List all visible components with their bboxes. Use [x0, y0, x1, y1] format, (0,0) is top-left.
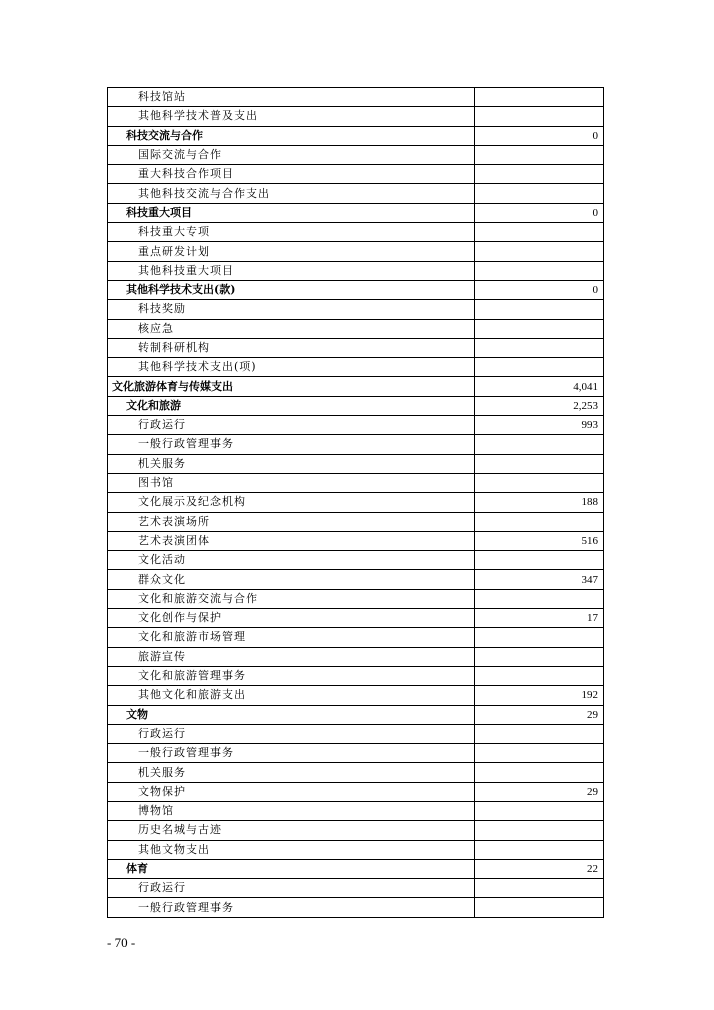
table-row: [108, 628, 604, 647]
table-row: [108, 184, 604, 203]
table-row: [108, 589, 604, 608]
item-name-cell: 文化旅游体育与传媒支出: [108, 377, 475, 396]
item-name-cell: 艺术表演场所: [108, 512, 475, 531]
table-row: [108, 724, 604, 743]
item-name-cell: 科技奖励: [108, 300, 475, 319]
table-row: [108, 512, 604, 531]
table-row: [108, 261, 604, 280]
item-name-cell: 科技重大项目: [108, 203, 475, 222]
table-row: [108, 280, 604, 299]
table-row: [108, 666, 604, 685]
amount-cell: [475, 338, 604, 357]
table-row: [108, 531, 604, 550]
table-row: [108, 801, 604, 820]
item-name-cell: 重点研发计划: [108, 242, 475, 261]
amount-cell: 188: [475, 493, 604, 512]
item-name-cell: 文化创作与保护: [108, 609, 475, 628]
amount-cell: [475, 145, 604, 164]
table-row: [108, 242, 604, 261]
table-row: [108, 435, 604, 454]
item-name-cell: 其他文物支出: [108, 840, 475, 859]
table-row: [108, 570, 604, 589]
table-row: [108, 493, 604, 512]
amount-cell: 29: [475, 705, 604, 724]
table-row: [108, 744, 604, 763]
table-row: [108, 473, 604, 492]
item-name-cell: 国际交流与合作: [108, 145, 475, 164]
amount-cell: [475, 184, 604, 203]
item-name-cell: 科技重大专项: [108, 223, 475, 242]
table-row: [108, 763, 604, 782]
item-name-cell: 文化和旅游管理事务: [108, 666, 475, 685]
amount-cell: [475, 473, 604, 492]
amount-cell: [475, 435, 604, 454]
amount-cell: [475, 300, 604, 319]
item-name-cell: 行政运行: [108, 416, 475, 435]
table-row: [108, 879, 604, 898]
amount-cell: [475, 358, 604, 377]
page-number: - 70 -: [107, 935, 136, 950]
table-row: [108, 416, 604, 435]
amount-cell: [475, 666, 604, 685]
item-name-cell: 重大科技合作项目: [108, 165, 475, 184]
table-row: [108, 377, 604, 396]
amount-cell: [475, 242, 604, 261]
table-row: [108, 686, 604, 705]
item-name-cell: 其他科技交流与合作支出: [108, 184, 475, 203]
item-name-cell: 旅游宣传: [108, 647, 475, 666]
amount-cell: 17: [475, 609, 604, 628]
budget-table: [107, 87, 604, 918]
item-name-cell: 科技交流与合作: [108, 126, 475, 145]
table-row: [108, 551, 604, 570]
item-name-cell: 文化展示及纪念机构: [108, 493, 475, 512]
item-name-cell: 机关服务: [108, 454, 475, 473]
table-row: [108, 840, 604, 859]
amount-cell: 0: [475, 126, 604, 145]
amount-cell: [475, 88, 604, 107]
amount-cell: [475, 551, 604, 570]
amount-cell: 4,041: [475, 377, 604, 396]
amount-cell: [475, 763, 604, 782]
amount-cell: [475, 454, 604, 473]
table-row: [108, 126, 604, 145]
item-name-cell: 其他科学技术支出(项): [108, 358, 475, 377]
table-row: [108, 165, 604, 184]
amount-cell: [475, 261, 604, 280]
amount-cell: [475, 898, 604, 917]
table-row: [108, 609, 604, 628]
item-name-cell: 历史名城与古迹: [108, 821, 475, 840]
item-name-cell: 文物保护: [108, 782, 475, 801]
item-name-cell: 其他科学技术普及支出: [108, 107, 475, 126]
amount-cell: 0: [475, 203, 604, 222]
item-name-cell: 一般行政管理事务: [108, 435, 475, 454]
item-name-cell: 其他科学技术支出(款): [108, 280, 475, 299]
item-name-cell: 一般行政管理事务: [108, 744, 475, 763]
amount-cell: [475, 628, 604, 647]
amount-cell: [475, 223, 604, 242]
amount-cell: [475, 589, 604, 608]
amount-cell: [475, 840, 604, 859]
amount-cell: 993: [475, 416, 604, 435]
item-name-cell: 核应急: [108, 319, 475, 338]
table-row: [108, 338, 604, 357]
item-name-cell: 图书馆: [108, 473, 475, 492]
table-row: [108, 88, 604, 107]
table-row: [108, 107, 604, 126]
table-row: [108, 782, 604, 801]
amount-cell: 516: [475, 531, 604, 550]
amount-cell: [475, 801, 604, 820]
table-row: [108, 454, 604, 473]
amount-cell: [475, 512, 604, 531]
item-name-cell: 文物: [108, 705, 475, 724]
table-row: [108, 859, 604, 878]
amount-cell: [475, 821, 604, 840]
item-name-cell: 艺术表演团体: [108, 531, 475, 550]
item-name-cell: 一般行政管理事务: [108, 898, 475, 917]
item-name-cell: 文化和旅游市场管理: [108, 628, 475, 647]
table-row: [108, 223, 604, 242]
amount-cell: [475, 165, 604, 184]
amount-cell: [475, 879, 604, 898]
table-row: [108, 821, 604, 840]
amount-cell: [475, 647, 604, 666]
table-row: [108, 145, 604, 164]
amount-cell: 0: [475, 280, 604, 299]
item-name-cell: 行政运行: [108, 879, 475, 898]
amount-cell: 29: [475, 782, 604, 801]
amount-cell: 192: [475, 686, 604, 705]
amount-cell: 22: [475, 859, 604, 878]
amount-cell: [475, 107, 604, 126]
item-name-cell: 文化和旅游: [108, 396, 475, 415]
amount-cell: [475, 744, 604, 763]
item-name-cell: 博物馆: [108, 801, 475, 820]
amount-cell: [475, 319, 604, 338]
amount-cell: 2,253: [475, 396, 604, 415]
item-name-cell: 其他科技重大项目: [108, 261, 475, 280]
table-body: [108, 88, 604, 918]
item-name-cell: 行政运行: [108, 724, 475, 743]
table-row: [108, 358, 604, 377]
item-name-cell: 转制科研机构: [108, 338, 475, 357]
item-name-cell: 群众文化: [108, 570, 475, 589]
item-name-cell: 其他文化和旅游支出: [108, 686, 475, 705]
table-row: [108, 319, 604, 338]
table-row: [108, 203, 604, 222]
item-name-cell: 体育: [108, 859, 475, 878]
table-row: [108, 647, 604, 666]
table-row: [108, 705, 604, 724]
item-name-cell: 机关服务: [108, 763, 475, 782]
item-name-cell: 文化和旅游交流与合作: [108, 589, 475, 608]
table-row: [108, 898, 604, 917]
amount-cell: 347: [475, 570, 604, 589]
item-name-cell: 文化活动: [108, 551, 475, 570]
amount-cell: [475, 724, 604, 743]
item-name-cell: 科技馆站: [108, 88, 475, 107]
table-row: [108, 396, 604, 415]
table-row: [108, 300, 604, 319]
